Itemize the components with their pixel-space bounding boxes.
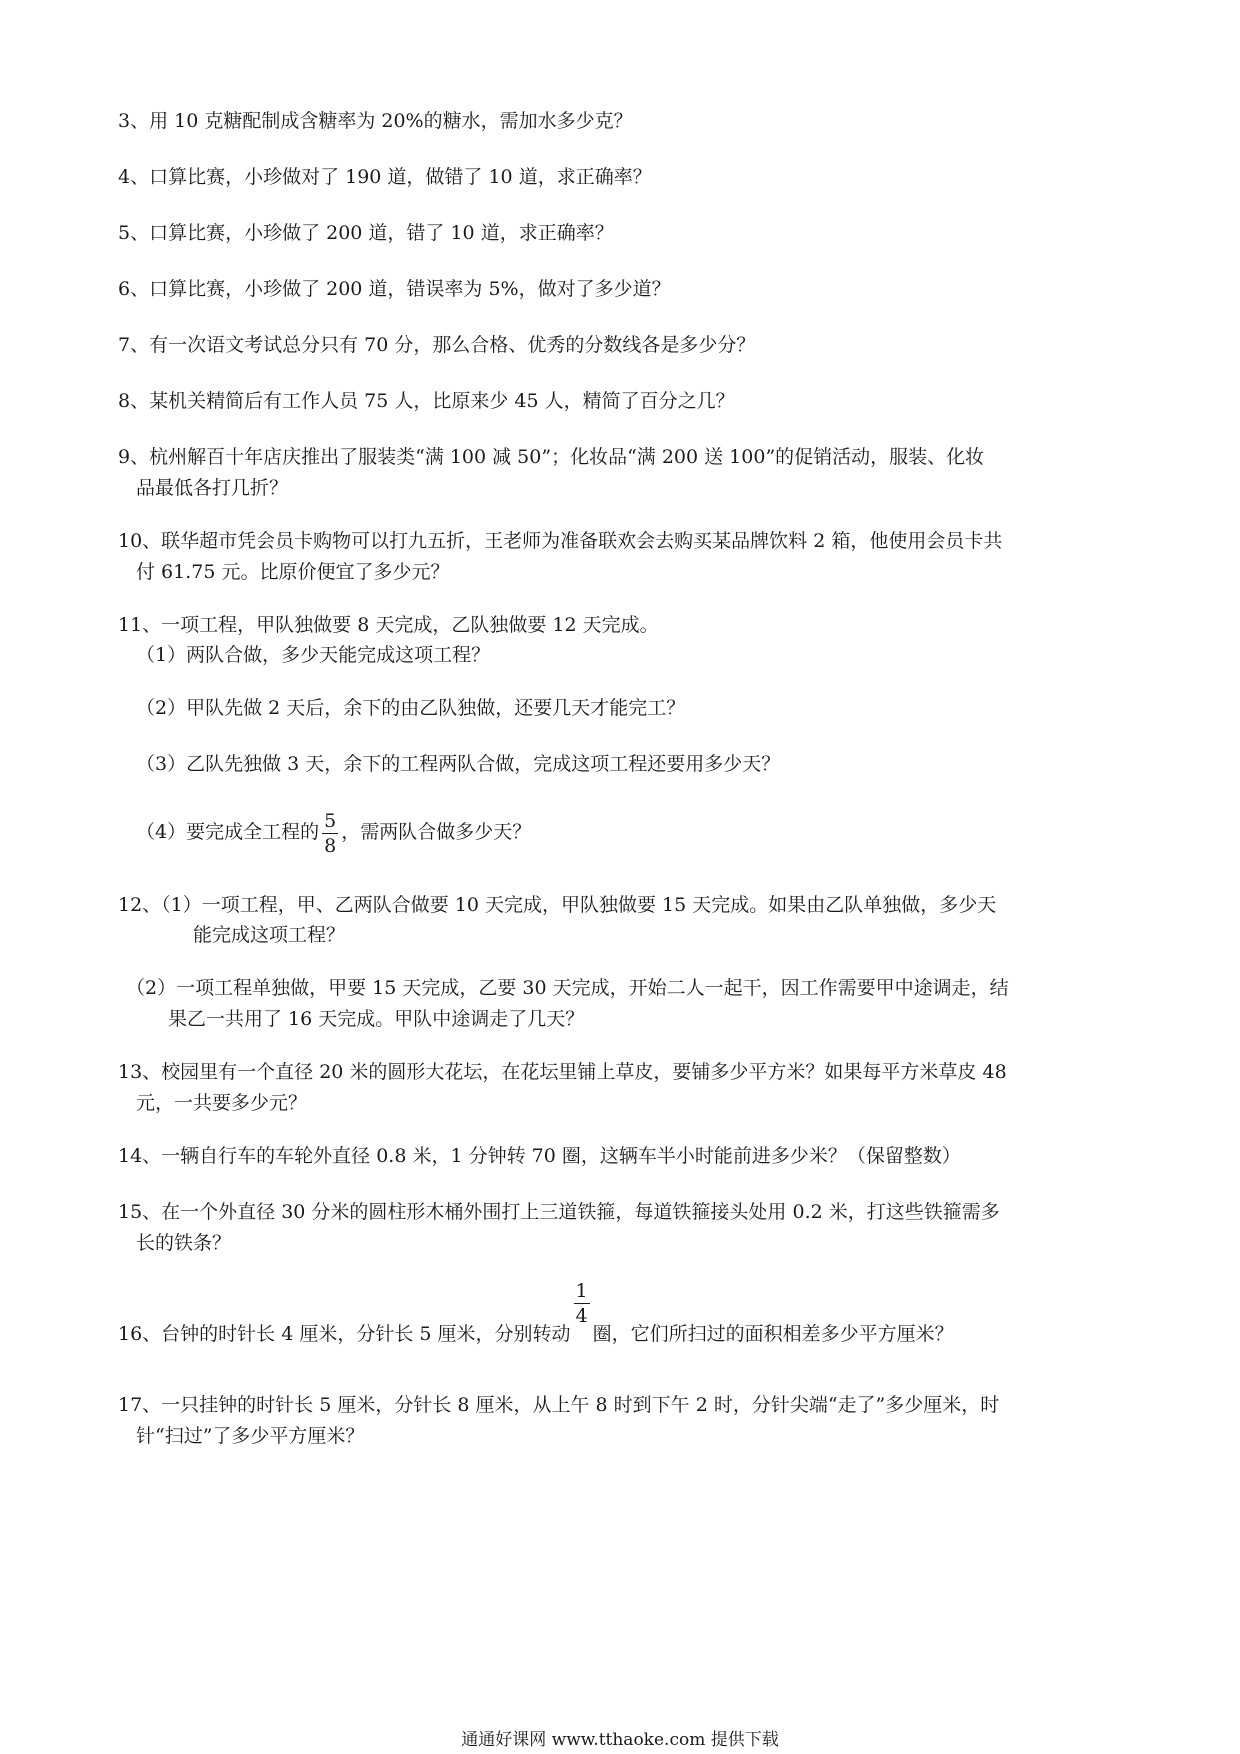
question-9-line-1: 9、杭州解百十年店庆推出了服装类“满 100 减 50”；化妆品“满 200 送 100”的促销活动，服装、化妆 — [118, 446, 985, 468]
question-10-line-2: 付 61.75 元。比原价便宜了多少元？ — [136, 561, 450, 583]
fraction-one-quarter — [574, 1280, 590, 1327]
fraction-five-eighths — [322, 810, 338, 857]
question-16-text-after: 圈，它们所扫过的面积相差多少平方厘米？ — [592, 1323, 954, 1345]
question-13-line-1: 13、校园里有一个直径 20 米的圆形大花坛，在花坛里铺上草皮，要铺多少平方米？如果每平方米草皮 48 — [118, 1061, 1007, 1083]
question-11-part-3: （3）乙队先独做 3 天，余下的工程两队合做，完成这项工程还要用多少天？ — [136, 753, 781, 775]
question-16-text-before: 16、台钟的时针长 4 厘米，分针长 5 厘米，分别转动 — [118, 1323, 571, 1345]
question-11: 11、一项工程，甲队独做要 8 天完成，乙队独做要 12 天完成。 — [118, 614, 659, 636]
question-6: 6、口算比赛，小珍做了 200 道，错误率为 5%，做对了多少道？ — [118, 278, 671, 300]
question-12-part-1-line-1: 12、（1）一项工程，甲、乙两队合做要 10 天完成，甲队独做要 15 天完成。如果由乙队单独做，多少天 — [118, 894, 997, 916]
question-5: 5、口算比赛，小珍做了 200 道，错了 10 道，求正确率？ — [118, 222, 614, 244]
question-11-part-4-text-before: （4）要完成全工程的 — [136, 821, 320, 843]
question-11-part-4 — [136, 803, 531, 861]
question-11-part-2: （2）甲队先做 2 天后，余下的由乙队独做，还要几天才能完工？ — [136, 697, 686, 719]
question-8: 8、某机关精简后有工作人员 75 人，比原来少 45 人，精简了百分之几？ — [118, 390, 735, 412]
question-12-part-2-line-1: （2）一项工程单独做，甲要 15 天完成，乙要 30 天完成，开始二人一起干，因工作需要甲中途调走，结 — [126, 977, 1009, 999]
fraction-numerator: 5 — [324, 809, 337, 832]
question-13-line-2: 元，一共要多少元？ — [136, 1092, 308, 1114]
fraction-bar — [574, 1303, 590, 1304]
fraction-denominator: 4 — [575, 1305, 588, 1327]
fraction-denominator: 8 — [324, 834, 337, 857]
question-15-line-2: 长的铁条？ — [136, 1232, 232, 1254]
question-9-line-2: 品最低各打几折？ — [136, 477, 289, 499]
page-footer: 通通好课网 www.tthaoke.com 提供下载 — [461, 1730, 779, 1750]
question-11-part-1: （1）两队合做，多少天能完成这项工程？ — [136, 644, 491, 666]
question-14: 14、一辆自行车的车轮外直径 0.8 米，1 分钟转 70 圈，这辆车半小时能前进多少米？（保留整数） — [118, 1145, 961, 1167]
fraction-numerator: 1 — [575, 1280, 588, 1302]
question-12-part-1-line-2: 能完成这项工程？ — [193, 924, 346, 946]
question-7: 7、有一次语文考试总分只有 70 分，那么合格、优秀的分数线各是多少分？ — [118, 334, 756, 356]
question-16 — [118, 1280, 954, 1363]
fraction-bar — [322, 833, 338, 834]
question-17-line-1: 17、一只挂钟的时针长 5 厘米，分针长 8 厘米，从上午 8 时到下午 2 时，分针尖端“走了”多少厘米，时 — [118, 1394, 1000, 1416]
question-17-line-2: 针“扫过”了多少平方厘米？ — [136, 1425, 365, 1447]
question-3: 3、用 10 克糖配制成含糖率为 20%的糖水，需加水多少克？ — [118, 110, 633, 132]
question-10-line-1: 10、联华超市凭会员卡购物可以打九五折，王老师为准备联欢会去购买某品牌饮料 2 箱，他使用会员卡共 — [118, 530, 1003, 552]
question-11-part-4-text-after: ，需两队合做多少天？ — [341, 821, 532, 843]
question-4: 4、口算比赛，小珍做对了 190 道，做错了 10 道，求正确率？ — [118, 166, 652, 188]
question-15-line-1: 15、在一个外直径 30 分米的圆柱形木桶外围打上三道铁箍，每道铁箍接头处用 0.2 米，打这些铁箍需多 — [118, 1201, 1000, 1223]
question-12-part-2-line-2: 果乙一共用了 16 天完成。甲队中途调走了几天？ — [168, 1008, 585, 1030]
